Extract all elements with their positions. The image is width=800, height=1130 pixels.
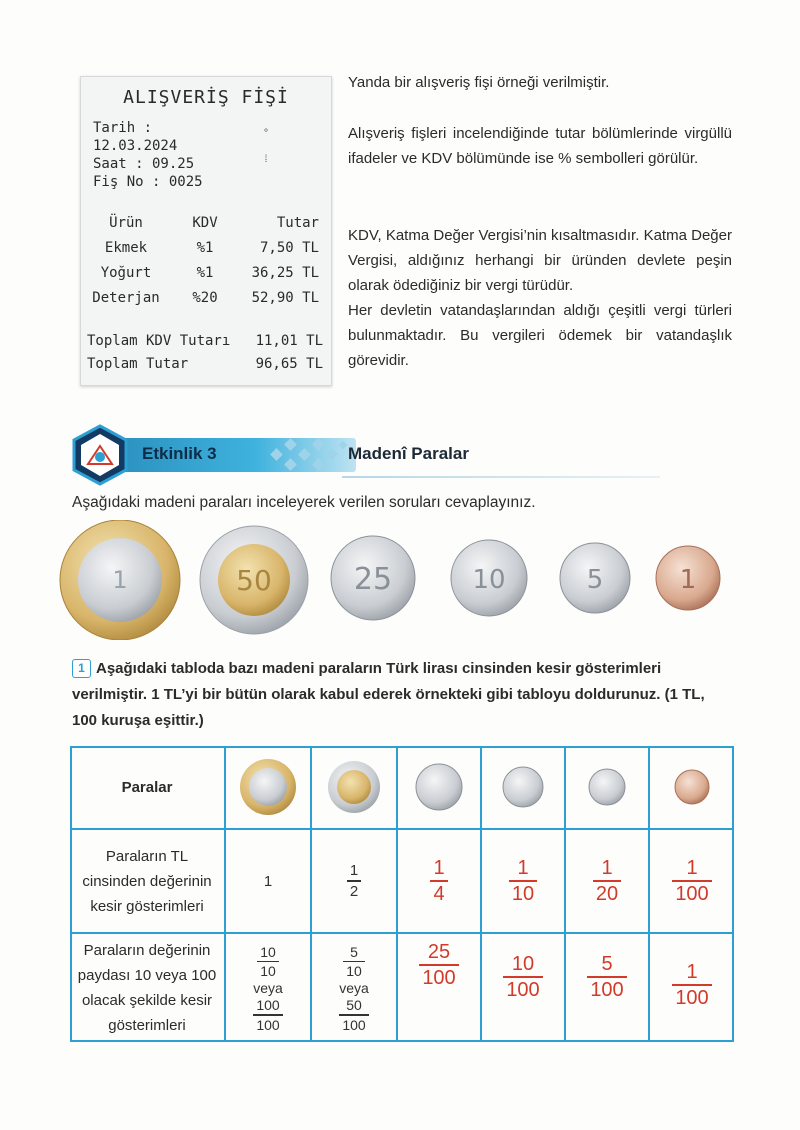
coin-25-kurus-icon: [414, 762, 464, 812]
fraction-stack: [339, 945, 369, 1032]
coin-label: 10: [472, 565, 506, 595]
receipt-item-name: Deterjan: [92, 290, 160, 306]
answer-fraction: [672, 858, 711, 904]
table-header-label-cell: [70, 746, 226, 830]
answer-fraction: [593, 858, 621, 904]
coin-5-kurus-icon: [587, 767, 627, 807]
coin-label: 1: [112, 566, 128, 594]
receipt-slip-no: Fiş No : 0025: [93, 174, 203, 190]
fraction-denominator: 10: [346, 963, 362, 979]
receipt-item-row: [81, 290, 331, 312]
or-word: veya: [339, 980, 369, 996]
coin-5-kurus: [560, 543, 630, 613]
coin-label: 5: [586, 565, 604, 595]
table-row2-answer-cell: [650, 934, 734, 1042]
fraction-numerator: 10: [260, 943, 276, 960]
fraction-denominator: 10: [511, 883, 535, 905]
answer-fraction: [503, 954, 542, 1000]
fraction: [253, 998, 282, 1032]
coin-1-lira: [60, 520, 180, 640]
receipt-date-label: Tarih :: [93, 120, 153, 136]
receipt-item-row: [81, 240, 331, 262]
receipt-title: ALIŞVERİŞ FİŞİ: [123, 87, 289, 108]
receipt-total-kdv-label: Toplam KDV Tutarı: [87, 333, 231, 349]
table-row2-label-cell: [70, 934, 226, 1042]
answer-fraction: [430, 858, 447, 904]
coin-1-lira-icon: [238, 757, 298, 817]
receipt-col-item: Ürün: [109, 215, 143, 231]
fraction: [347, 863, 361, 899]
paragraph-taxes: Her devletin vatandaşlarından aldığı çeşitli vergi türleri bulunmaktadır. Bu vergileri ödemek bir vatandaşlık görevidir.: [348, 302, 732, 369]
receipt-header-row: [81, 215, 331, 237]
coins-row: [0, 520, 800, 640]
fraction-numerator: 1: [433, 857, 445, 879]
fraction-denominator: 10: [260, 963, 276, 979]
table-coin-cell: [398, 746, 482, 830]
table-coin-cell: [566, 746, 650, 830]
activity-underline: [342, 476, 660, 478]
fraction-denominator: 100: [256, 1016, 280, 1033]
table-coin-cell: [482, 746, 566, 830]
receipt-item-kdv: %1: [196, 240, 214, 256]
receipt-date: 12.03.2024: [93, 138, 178, 154]
receipt-item-amount: 52,90 TL: [251, 290, 319, 306]
receipt-meta: [93, 119, 203, 191]
table-row2-value-cell: [312, 934, 398, 1042]
receipt-col-kdv: KDV: [192, 215, 218, 231]
table-coin-cell: [650, 746, 734, 830]
table-row1-answer-cell: [566, 830, 650, 934]
fraction-numerator: 5: [350, 943, 358, 960]
receipt-item-amount: 36,25 TL: [251, 265, 319, 281]
coin-10-kurus: [451, 540, 527, 616]
coin-label: 50: [236, 564, 272, 597]
coin-1-kurus: [656, 546, 720, 610]
question-text: Aşağıdaki tabloda bazı madeni paraların Türk lirası cinsinden kesir gösterimleri verilmiştir. 1 TL’yi bir bütün olarak kabul ederek örnekteki gibi tabloyu doldurunuz. (1 TL, 100 kuruşa eşittir.): [72, 660, 705, 729]
fraction-denominator: 100: [506, 979, 540, 1001]
fraction-numerator: 1: [517, 857, 529, 879]
receipt-item-kdv: %1: [196, 265, 214, 281]
receipt: [80, 76, 332, 386]
fraction-denominator: 100: [422, 967, 456, 989]
fraction-numerator: 1: [686, 857, 698, 879]
coin-fraction-table: [70, 746, 734, 1042]
fraction-denominator: 2: [349, 882, 359, 900]
table-coin-cell: [226, 746, 312, 830]
table-row2-value-cell: [226, 934, 312, 1042]
fraction-numerator: 50: [346, 997, 362, 1013]
answer-fraction: [587, 954, 626, 1000]
fraction-denominator: 4: [433, 883, 445, 905]
receipt-total: 96,65 TL: [255, 356, 323, 372]
fraction: [339, 998, 368, 1032]
fraction: [343, 945, 365, 979]
receipt-time: Saat : 09.25: [93, 156, 195, 172]
fraction-numerator: 1: [601, 857, 613, 879]
coin-10-kurus-icon: [501, 765, 545, 809]
receipt-col-amount: Tutar: [276, 215, 319, 231]
fraction-numerator: 100: [256, 997, 280, 1013]
receipt-total-row: [81, 356, 331, 378]
table-row2-answer-cell: [566, 934, 650, 1042]
activity-title: Madenî Paralar: [348, 444, 469, 463]
diamond-pattern-icon: [262, 432, 362, 478]
coin-label: 1: [679, 565, 697, 595]
paragraph-intro: Yanda bir alışveriş fişi örneği verilmiştir.: [348, 74, 610, 91]
coin-50-kurus: [200, 526, 308, 634]
table-row2-label: Paraların değerinin paydası 10 veya 100 olacak şekilde kesir gösterimleri: [77, 942, 217, 1034]
table-row2-answer-cell: [398, 934, 482, 1042]
table-row1-value-cell: [312, 830, 398, 934]
answer-fraction: [672, 962, 711, 1008]
table-row1-answer-cell: [398, 830, 482, 934]
fraction-numerator: 10: [511, 953, 535, 975]
fraction-numerator: 5: [601, 953, 613, 975]
fraction-denominator: 100: [342, 1016, 366, 1033]
receipt-item-name: Yoğurt: [100, 265, 152, 281]
receipt-item-name: Ekmek: [104, 240, 148, 256]
question-number: 1: [72, 659, 91, 678]
fraction-denominator: 100: [675, 883, 709, 905]
paragraph-kdv: KDV, Katma Değer Vergisi’nin kısaltmasıdır. Katma Değer Vergisi, aldığınız herhangi bir üründen devlete peşin olarak ödediğiniz bir vergi türüdür.: [348, 227, 732, 294]
activity-hexagon-icon: [70, 424, 130, 486]
activity-banner: [70, 424, 660, 486]
table-row1-answer-cell: [482, 830, 566, 934]
table-row1-label-cell: [70, 830, 226, 934]
fraction-whole: 1: [263, 872, 273, 890]
fraction-numerator: 1: [349, 862, 359, 880]
receipt-total-kdv-row: [81, 333, 331, 355]
table-row1-answer-cell: [650, 830, 734, 934]
table-coin-cell: [312, 746, 398, 830]
or-word: veya: [253, 980, 283, 996]
activity-label: Etkinlik 3: [142, 444, 217, 463]
question-1: [72, 656, 732, 734]
table-row2-answer-cell: [482, 934, 566, 1042]
fraction-denominator: 100: [590, 979, 624, 1001]
fraction: [257, 945, 279, 979]
fraction-denominator: 20: [595, 883, 619, 905]
fraction-denominator: 100: [675, 987, 709, 1009]
receipt-item-kdv: %20: [192, 290, 218, 306]
paragraph-receipts: Alışveriş fişleri incelendiğinde tutar bölümlerinde virgüllü ifadeler ve KDV bölümünde ise % sembolleri görülür.: [348, 125, 732, 167]
receipt-total-label: Toplam Tutar: [87, 356, 189, 372]
receipt-item-row: [81, 265, 331, 287]
fraction-stack: [253, 945, 283, 1032]
activity-instruction: Aşağıdaki madeni paraları inceleyerek verilen soruları cevaplayınız.: [72, 494, 536, 511]
receipt-dots: ° ⁞: [263, 128, 270, 165]
coin-50-kurus-icon: [326, 759, 382, 815]
answer-fraction: [509, 858, 537, 904]
table-header-label: Paralar: [121, 778, 173, 796]
table-row1-value-cell: [226, 830, 312, 934]
receipt-total-kdv: 11,01 TL: [255, 333, 323, 349]
fraction-numerator: 25: [427, 941, 451, 963]
answer-fraction: [419, 942, 458, 988]
coin-25-kurus: [331, 536, 415, 620]
table-row1-label: Paraların TL cinsinden değerinin kesir gösterimleri: [82, 847, 212, 915]
coin-label: 25: [353, 562, 393, 597]
receipt-item-amount: 7,50 TL: [259, 240, 319, 256]
fraction-numerator: 1: [686, 961, 698, 983]
coin-1-kurus-icon: [673, 768, 711, 806]
